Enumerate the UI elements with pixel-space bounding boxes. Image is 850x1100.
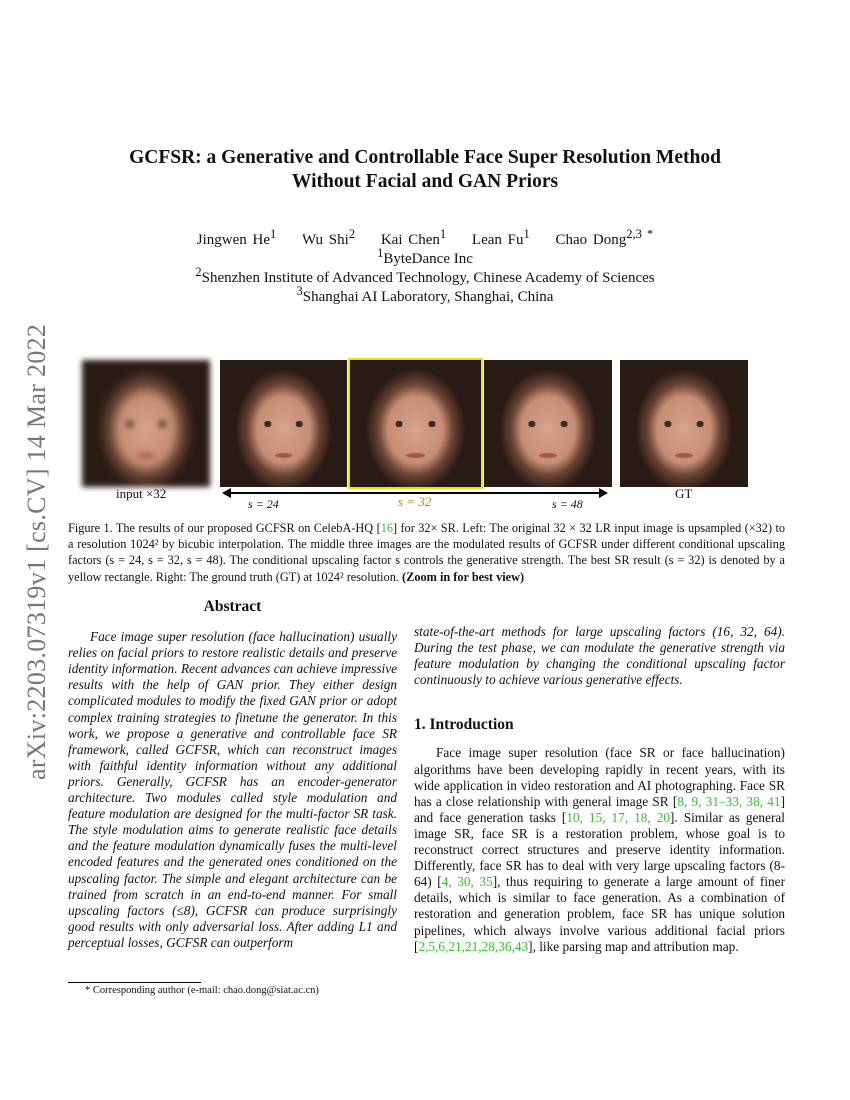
input-face-image <box>82 360 210 487</box>
s24-label: s = 24 <box>248 497 279 511</box>
citation-link[interactable]: 16 <box>380 521 393 535</box>
abstract-heading: Abstract <box>203 598 262 615</box>
footnote: * Corresponding author (e-mail: chao.dong@siat.ac.cn) <box>85 985 319 996</box>
s48-label: s = 48 <box>552 497 583 511</box>
affiliation: $^2$Shenzhen Institute of Advanced Technology, Chinese Academy of Sciences <box>195 265 655 286</box>
input-label: input ×32 <box>116 486 167 501</box>
gt-face-image <box>620 360 748 487</box>
author: Chao Dong$^{2,3 *}$ <box>555 227 654 248</box>
author: Wu Shi$^2$ <box>302 227 356 248</box>
footnote-rule <box>68 982 201 983</box>
title-line-2: Without Facial and GAN Priors <box>291 171 559 192</box>
author: Kai Chen$^1$ <box>380 227 447 248</box>
affiliation: $^3$Shanghai AI Laboratory, Shanghai, China <box>296 284 554 305</box>
figure-caption: Figure 1. The results of our proposed GCFSR on CelebA-HQ [16] for 32× SR. Left: The original 32 × 32 LR input image is upsampled (×32) to a resolution 1024² by bicubic interpolation. The middle three images are the modulated results of GCFSR under different conditional upscaling factors (s = 24, s = 32, s = 48). The conditional upscaling factor s controls the generative strength. The best SR result (s = 32) is denoted by a yellow rectangle. Right: The ground truth (GT) at 1024² resolution. (Zoom in for best view) <box>68 521 786 584</box>
sr-face-image-s32-best <box>350 360 481 487</box>
introduction-text: Face image super resolution (face SR or face hallucination) algorithms have been developing rapidly in recent years, with its wide application in video restoration and AI photographing. Face SR has a close relationship with general image SR [8, 9, 31–33, 38, 41] and face generation tasks [10, 15, 17, 18, 20]. Similar as general image SR, face SR is a restoration problem, whose goal is to reconstruct correct structures and preserve identity information. Differently, face SR has to deal with very large upscaling factors (8-64) [4, 30, 35], thus requiring to generate a large amount of finer details, which is similar to face generation. As a combination of restoration and generation problem, face SR has unique solution pipelines, which always involve various additional facial priors [2,5,6,21,21,28,36,43], like parsing map and attribution map. <box>414 745 786 954</box>
citation-link[interactable]: 2,5,6,21,21,28,36,43 <box>418 938 529 954</box>
title-line-1: GCFSR: a Generative and Controllable Face Super Resolution Method <box>129 147 721 168</box>
affiliation: $^1$ByteDance Inc <box>377 246 473 267</box>
citation-link[interactable]: 8, 9, 31–33, 38, 41 <box>677 793 781 809</box>
right-column <box>414 624 785 955</box>
sr-face-image-s48 <box>484 360 612 487</box>
arxiv-side-label: arXiv:2203.07319v1 [cs.CV] 14 Mar 2022 <box>22 323 51 780</box>
author: Jingwen He$^1$ <box>196 227 277 248</box>
abstract-continued: state-of-the-art methods for large upscaling factors (16, 32, 64). During the test phase, we can modulate the generative strength via feature modulation by changing the conditional upscaling factor continuously to achieve various generative effects. <box>414 624 785 688</box>
citation-link[interactable]: 10, 15, 17, 18, 20 <box>566 809 670 825</box>
gt-label: GT <box>675 486 693 501</box>
sr-face-image-s24 <box>220 360 347 487</box>
author: Lean Fu$^1$ <box>471 227 530 248</box>
introduction-heading: 1. Introduction <box>414 716 514 734</box>
citation-link[interactable]: 4, 30, 35 <box>441 874 493 890</box>
abstract-section <box>68 599 397 951</box>
paper-title <box>0 146 850 194</box>
s32-label: s = 32 <box>398 494 432 509</box>
abstract-text: Face image super resolution (face hallucination) usually relies on facial priors to restore realistic details and preserve identity information. Recent advances can achieve impressive results with the help of GAN prior. They either design complicated modules to modify the fixed GAN prior or adopt complex training strategies to finetune the generator. In this work, we propose a generative and controllable face SR framework, called GCFSR, which can reconstruct images with faithful identity information without any additional priors. Generally, GCFSR has an encoder-generator architecture. Two modules called style modulation and feature modulation are designed for the multi-factor SR task. The style modulation aims to generate realistic face details and the feature modulation dynamically fuses the multi-level encoded features and the generated ones conditioned on the upscaling factor. The simple and elegant architecture can be trained from scratch in an end-to-end manner. For small upscaling factors (≤8), GCFSR can produce surprisingly good results with only adversarial loss. After adding L1 and perceptual losses, GCFSR can outperform <box>68 629 397 950</box>
